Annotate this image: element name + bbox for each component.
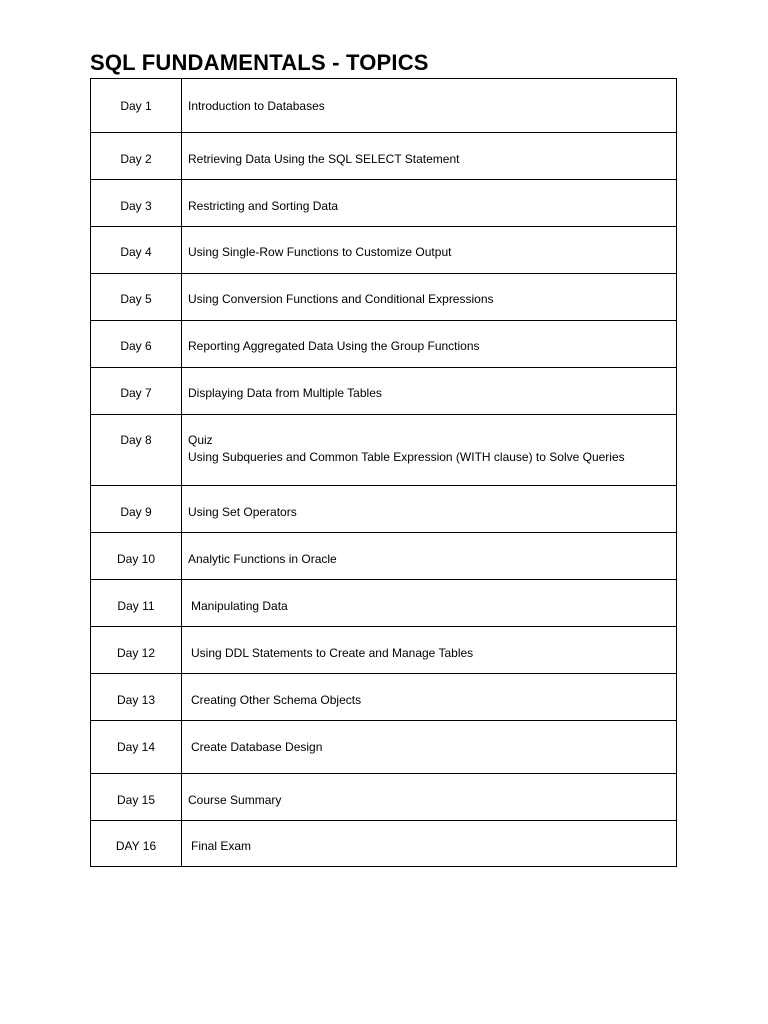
topic-cell [182,133,677,180]
day-cell: Day 14 [91,721,182,774]
table-row [91,180,677,227]
table-row [91,580,677,627]
topic-cell [182,415,677,486]
topic-cell [182,774,677,821]
day-cell: Day 9 [91,486,182,533]
topic-text: Introduction to Databases [188,99,325,113]
day-cell: Day 2 [91,133,182,180]
topic-text: Course Summary [188,793,282,807]
topic-cell [182,227,677,274]
topics-table [90,78,677,867]
topic-cell [182,627,677,674]
topic-text: Using Subqueries and Common Table Expression (WITH clause) to Solve Queries [188,450,625,464]
day-cell: DAY 16 [91,821,182,867]
day-cell: Day 4 [91,227,182,274]
topic-cell [182,533,677,580]
day-cell: Day 7 [91,368,182,415]
topic-cell [182,721,677,774]
table-row [91,721,677,774]
topic-cell [182,486,677,533]
topic-text: Reporting Aggregated Data Using the Group Functions [188,339,480,353]
day-cell: Day 5 [91,274,182,321]
topic-text: Final Exam [191,839,252,853]
day-cell: Day 3 [91,180,182,227]
table-row [91,321,677,368]
day-cell: Day 8 [91,415,182,486]
table-row [91,133,677,180]
topic-text: Analytic Functions in Oracle [188,552,337,566]
topic-text: Displaying Data from Multiple Tables [188,386,382,400]
table-row [91,821,677,867]
table-row [91,627,677,674]
topic-text: Using Set Operators [188,505,297,519]
table-row [91,486,677,533]
topic-text: Using Single-Row Functions to Customize Output [188,245,452,259]
topic-text: Create Database Design [191,740,323,754]
table-row [91,533,677,580]
topic-text: Using Conversion Functions and Conditional Expressions [188,292,494,306]
day-cell: Day 6 [91,321,182,368]
topic-cell [182,274,677,321]
topic-cell [182,580,677,627]
table-row [91,274,677,321]
topic-cell [182,821,677,867]
table-row [91,674,677,721]
day-cell: Day 15 [91,774,182,821]
topic-cell [182,321,677,368]
topic-cell [182,674,677,721]
table-row [91,227,677,274]
table-row [91,774,677,821]
topic-text: Creating Other Schema Objects [191,693,362,707]
topic-text: Retrieving Data Using the SQL SELECT Statement [188,152,460,166]
topic-text: Using DDL Statements to Create and Manage Tables [191,646,474,660]
table-row [91,368,677,415]
day-cell: Day 11 [91,580,182,627]
page-title: SQL FUNDAMENTALS - TOPICS [90,50,429,75]
day-cell: Day 1 [91,79,182,133]
day-cell: Day 13 [91,674,182,721]
topic-text: Manipulating Data [191,599,288,613]
table-row [91,415,677,486]
topic-text: Quiz [188,433,213,447]
topic-cell [182,79,677,133]
day-cell: Day 12 [91,627,182,674]
topic-text: Restricting and Sorting Data [188,199,339,213]
day-cell: Day 10 [91,533,182,580]
topic-cell [182,180,677,227]
topic-cell [182,368,677,415]
table-row [91,79,677,133]
